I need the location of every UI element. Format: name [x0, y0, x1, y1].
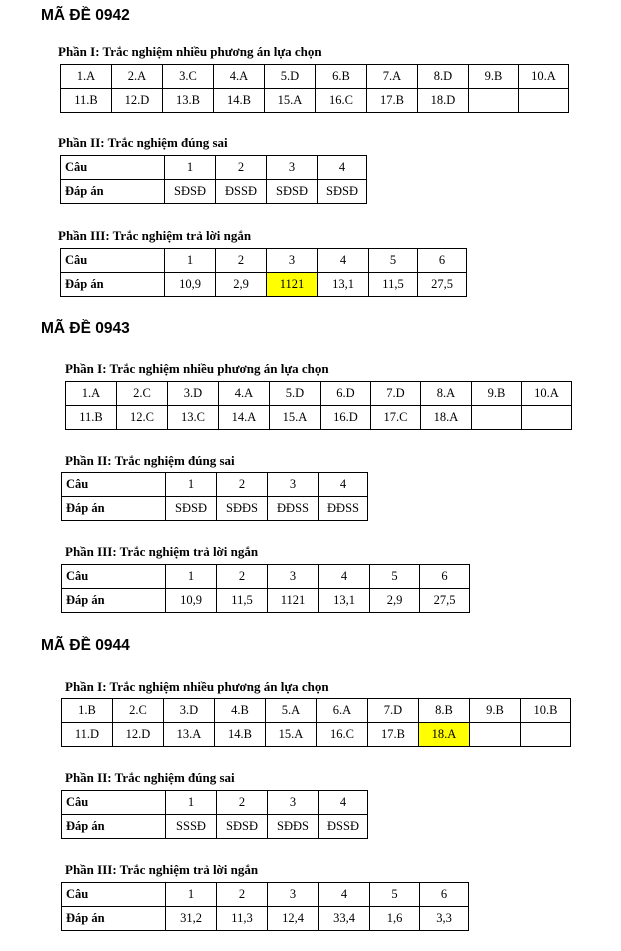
answer-cell: 12.D [112, 89, 163, 113]
answer-cell: 4.B [215, 699, 266, 723]
answer-cell: 2.C [113, 699, 164, 723]
answer-cell: 13,1 [318, 273, 369, 297]
question-number-cell: 5 [370, 883, 420, 907]
part1-answer-table [61, 698, 571, 747]
table-row [62, 723, 571, 747]
answer-cell: 5.D [265, 65, 316, 89]
answer-cell: 14.A [219, 406, 270, 430]
answer-cell: 11,5 [369, 273, 418, 297]
question-number-cell: 3 [268, 791, 319, 815]
answer-cell: 1.B [62, 699, 113, 723]
question-number-cell: 2 [217, 883, 268, 907]
answer-cell: 16.C [316, 89, 367, 113]
answer-cell: SĐĐS [268, 815, 319, 839]
row-header-cell: Đáp án [62, 907, 166, 931]
answer-cell: 27,5 [420, 589, 470, 613]
answer-cell: 6.B [316, 65, 367, 89]
part1-answer-table [60, 64, 569, 113]
question-number-cell: 3 [267, 249, 318, 273]
row-header-cell: Câu [62, 473, 166, 497]
answer-cell: 11,3 [217, 907, 268, 931]
question-number-cell: 1 [166, 883, 217, 907]
answer-cell: 1,6 [370, 907, 420, 931]
answer-cell: 18.A [421, 406, 472, 430]
part3-heading: Phần III: Trắc nghiệm trả lời ngắn [65, 862, 259, 877]
question-number-cell: 4 [318, 156, 367, 180]
question-number-cell: 1 [165, 249, 216, 273]
answer-cell: 14.B [215, 723, 266, 747]
answer-cell: SĐSĐ [267, 180, 318, 204]
answer-cell: 13,1 [319, 589, 370, 613]
answer-cell: ĐĐSS [268, 497, 319, 521]
answer-cell [522, 406, 572, 430]
answer-cell: 12,4 [268, 907, 319, 931]
question-number-cell: 4 [319, 565, 370, 589]
part3-heading: Phần III: Trắc nghiệm trả lời ngắn [65, 544, 259, 559]
table-row [66, 406, 572, 430]
answer-cell: 10.B [521, 699, 571, 723]
answer-cell: 3.C [163, 65, 214, 89]
answer-cell: 9.B [470, 699, 521, 723]
row-header-cell: Đáp án [61, 180, 165, 204]
row-header-cell: Câu [62, 883, 166, 907]
part2-heading: Phần II: Trắc nghiệm đúng sai [65, 453, 235, 468]
highlighted-answer-cell: 18.A [419, 723, 470, 747]
answer-cell: SĐSĐ [217, 815, 268, 839]
answer-cell: 31,2 [166, 907, 217, 931]
table-row [62, 565, 470, 589]
answer-cell: 15.A [265, 89, 316, 113]
answer-cell: 10.A [522, 382, 572, 406]
answer-cell [472, 406, 522, 430]
table-row [61, 249, 467, 273]
answer-cell: 4.A [214, 65, 265, 89]
table-row [61, 180, 367, 204]
answer-cell: 3.D [168, 382, 219, 406]
answer-cell: 10.A [519, 65, 569, 89]
row-header-cell: Đáp án [62, 815, 166, 839]
answer-cell: 7.D [368, 699, 419, 723]
answer-cell: 11.B [61, 89, 112, 113]
table-row [66, 382, 572, 406]
question-number-cell: 3 [268, 565, 319, 589]
answer-cell: 33,4 [319, 907, 370, 931]
answer-cell: SĐĐS [217, 497, 268, 521]
answer-cell: 17.C [371, 406, 421, 430]
question-number-cell: 6 [420, 883, 469, 907]
highlighted-answer-cell: 1121 [267, 273, 318, 297]
answer-cell: 5.A [266, 699, 317, 723]
answer-cell [519, 89, 569, 113]
answer-cell: 7.D [371, 382, 421, 406]
exam-code-title: MÃ ĐỀ 0944 [41, 637, 130, 654]
answer-cell: 2,9 [370, 589, 420, 613]
answer-cell: ĐSSĐ [319, 815, 368, 839]
table-row [61, 89, 569, 113]
answer-cell: 17.B [367, 89, 418, 113]
table-row [61, 273, 467, 297]
answer-cell: 1.A [66, 382, 117, 406]
part3-answer-table [60, 248, 467, 297]
row-header-cell: Câu [62, 565, 166, 589]
table-row [62, 473, 368, 497]
table-row [62, 497, 368, 521]
answer-cell: SSSĐ [166, 815, 217, 839]
question-number-cell: 5 [370, 565, 420, 589]
answer-cell: 2.C [117, 382, 168, 406]
table-row [62, 791, 368, 815]
question-number-cell: 1 [165, 156, 216, 180]
row-header-cell: Đáp án [62, 589, 166, 613]
answer-cell: 12.D [113, 723, 164, 747]
answer-cell: 27,5 [418, 273, 467, 297]
answer-cell: SĐSĐ [318, 180, 367, 204]
answer-cell: 4.A [219, 382, 270, 406]
answer-cell: 5.D [270, 382, 321, 406]
answer-cell: SĐSĐ [166, 497, 217, 521]
part3-heading: Phần III: Trắc nghiệm trả lời ngắn [58, 228, 252, 243]
table-row [62, 907, 469, 931]
question-number-cell: 4 [319, 883, 370, 907]
part1-heading: Phần I: Trắc nghiệm nhiều phương án lựa chọn [65, 679, 329, 694]
exam-code-title: MÃ ĐỀ 0942 [41, 7, 130, 24]
part3-answer-table [61, 564, 470, 613]
question-number-cell: 3 [268, 473, 319, 497]
answer-cell: 12.C [117, 406, 168, 430]
answer-cell: 8.B [419, 699, 470, 723]
answer-cell: 3,3 [420, 907, 469, 931]
part1-heading: Phần I: Trắc nghiệm nhiều phương án lựa chọn [65, 361, 329, 376]
answer-cell: 8.A [421, 382, 472, 406]
answer-cell: 13.A [164, 723, 215, 747]
question-number-cell: 1 [166, 565, 217, 589]
answer-cell: 11,5 [217, 589, 268, 613]
answer-cell: 11.D [62, 723, 113, 747]
answer-cell: 13.C [168, 406, 219, 430]
part2-heading: Phần II: Trắc nghiệm đúng sai [58, 135, 228, 150]
answer-cell: 16.C [317, 723, 368, 747]
part2-answer-table [61, 790, 368, 839]
part1-heading: Phần I: Trắc nghiệm nhiều phương án lựa chọn [58, 44, 322, 59]
row-header-cell: Câu [61, 156, 165, 180]
question-number-cell: 1 [166, 473, 217, 497]
question-number-cell: 2 [217, 565, 268, 589]
answer-cell: 1.A [61, 65, 112, 89]
answer-cell: 18.D [418, 89, 469, 113]
question-number-cell: 2 [217, 473, 268, 497]
exam-code-title: MÃ ĐỀ 0943 [41, 320, 130, 337]
answer-cell: 2,9 [216, 273, 267, 297]
answer-cell: 1121 [268, 589, 319, 613]
question-number-cell: 3 [267, 156, 318, 180]
answer-cell: 10,9 [166, 589, 217, 613]
answer-cell: 7.A [367, 65, 418, 89]
question-number-cell: 4 [319, 473, 368, 497]
answer-cell [521, 723, 571, 747]
question-number-cell: 6 [420, 565, 470, 589]
answer-cell: 14.B [214, 89, 265, 113]
answer-cell: 9.B [469, 65, 519, 89]
question-number-cell: 2 [216, 156, 267, 180]
answer-cell: 8.D [418, 65, 469, 89]
row-header-cell: Đáp án [62, 497, 166, 521]
part3-answer-table [61, 882, 469, 931]
row-header-cell: Câu [62, 791, 166, 815]
row-header-cell: Câu [61, 249, 165, 273]
part2-heading: Phần II: Trắc nghiệm đúng sai [65, 770, 235, 785]
question-number-cell: 3 [268, 883, 319, 907]
answer-cell: 13.B [163, 89, 214, 113]
answer-cell: 10,9 [165, 273, 216, 297]
answer-cell: 11.B [66, 406, 117, 430]
question-number-cell: 1 [166, 791, 217, 815]
part2-answer-table [61, 472, 368, 521]
answer-cell: 6.A [317, 699, 368, 723]
answer-cell: 9.B [472, 382, 522, 406]
table-row [62, 589, 470, 613]
question-number-cell: 6 [418, 249, 467, 273]
part2-answer-table [60, 155, 367, 204]
part1-answer-table [65, 381, 572, 430]
question-number-cell: 5 [369, 249, 418, 273]
answer-cell: 15.A [266, 723, 317, 747]
answer-cell: 6.D [321, 382, 371, 406]
question-number-cell: 4 [318, 249, 369, 273]
row-header-cell: Đáp án [61, 273, 165, 297]
table-row [61, 65, 569, 89]
answer-cell: 3.D [164, 699, 215, 723]
answer-cell: 16.D [321, 406, 371, 430]
question-number-cell: 4 [319, 791, 368, 815]
answer-cell: 17.B [368, 723, 419, 747]
table-row [61, 156, 367, 180]
answer-cell: ĐĐSS [319, 497, 368, 521]
answer-cell: 2.A [112, 65, 163, 89]
table-row [62, 883, 469, 907]
table-row [62, 699, 571, 723]
answer-cell [469, 89, 519, 113]
question-number-cell: 2 [217, 791, 268, 815]
answer-cell: 15.A [270, 406, 321, 430]
table-row [62, 815, 368, 839]
answer-cell [470, 723, 521, 747]
question-number-cell: 2 [216, 249, 267, 273]
answer-cell: ĐSSĐ [216, 180, 267, 204]
answer-cell: SĐSĐ [165, 180, 216, 204]
